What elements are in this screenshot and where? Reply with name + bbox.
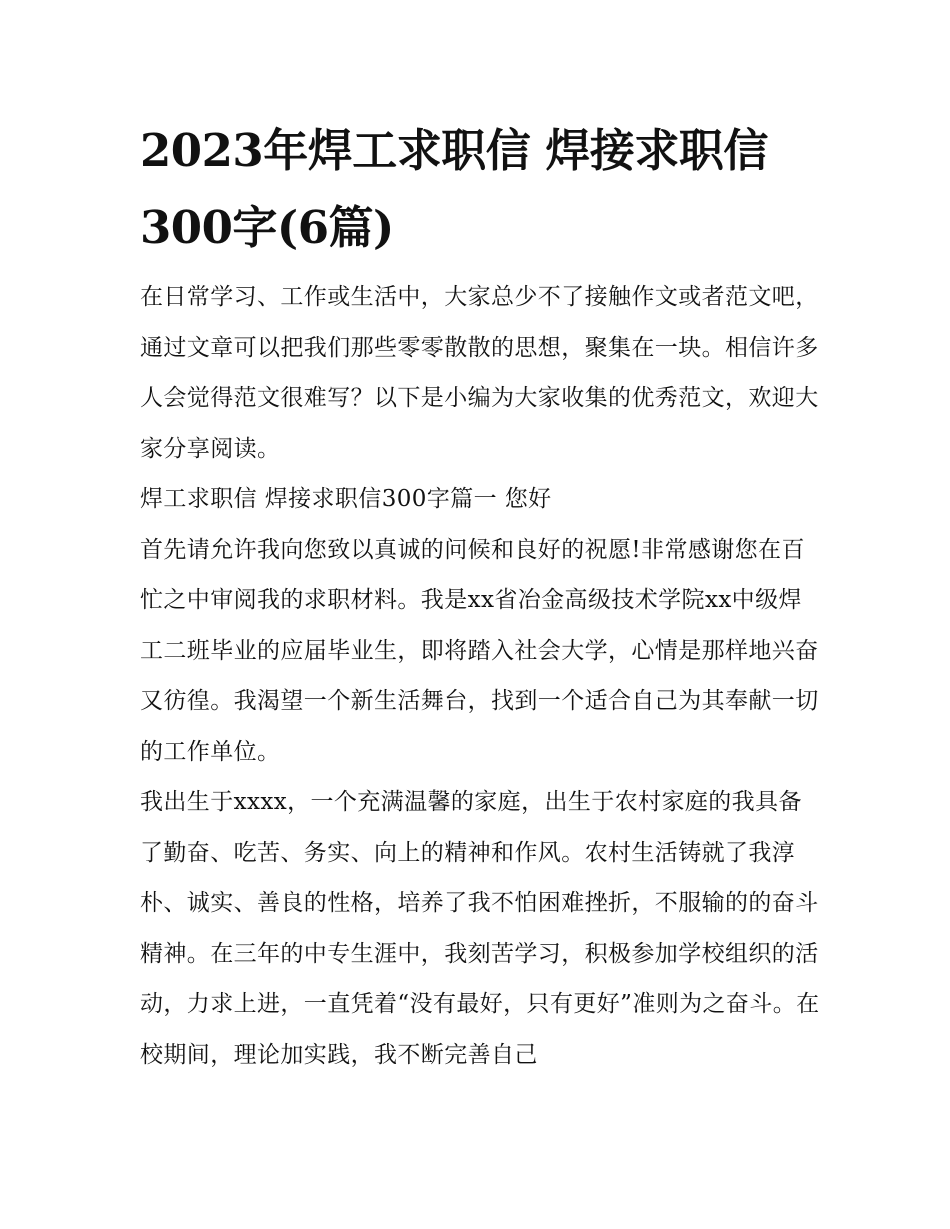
document-body <box>140 112 820 1080</box>
intro-paragraph: 在日常学习、工作或生活中，大家总少不了接触作文或者范文吧，通过文章可以把我们那些零零散散的思想，聚集在一块。相信许多人会觉得范文很难写？以下是小编为大家收集的优秀范文，欢迎大家分享阅读。 <box>140 284 819 462</box>
body-paragraph: 首先请允许我向您致以真诚的问候和良好的祝愿!非常感谢您在百忙之中审阅我的求职材料。我是xx省冶金高级技术学院xx中级焊工二班毕业的应届毕业生，即将踏入社会大学，心情是那样地兴奋又彷徨。我渴望一个新生活舞台，找到一个适合自己为其奉献一切的工作单位。 <box>140 536 819 765</box>
body-paragraph: 我出生于xxxx，一个充满温馨的家庭，出生于农村家庭的我具备了勤奋、吃苦、务实、向上的精神和作风。农村生活铸就了我淳朴、诚实、善良的性格，培养了我不怕困难挫折，不服输的的奋斗精神。在三年的中专生涯中，我刻苦学习，积极参加学校组织的活动，力求上进，一直凭着“没有最好，只有更好”准则为之奋斗。在校期间，理论加实践，我不断完善自己 <box>140 789 820 1068</box>
section-heading: 焊工求职信 焊接求职信300字篇一 您好 <box>140 486 552 512</box>
document-title: 2023年焊工求职信 焊接求职信300字(6篇) <box>140 124 768 254</box>
